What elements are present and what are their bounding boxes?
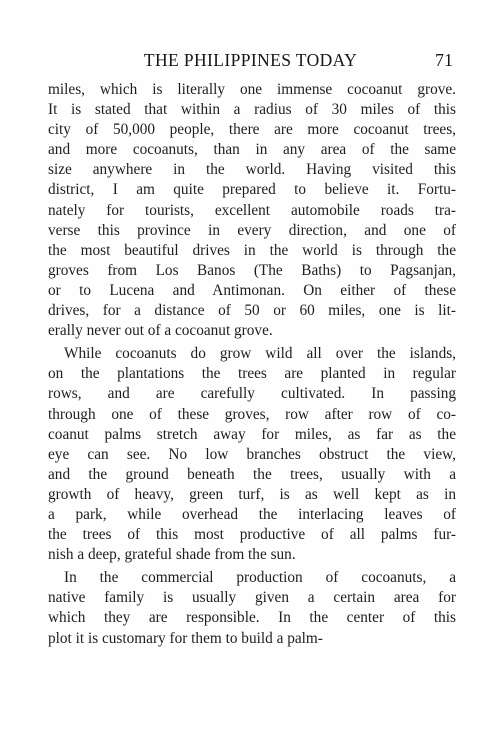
text-line: eye can see. No low branches obstruct the view,	[48, 445, 456, 463]
text-line: verse this province in every direction, and one of	[48, 221, 456, 239]
text-line: drives, for a distance of 50 or 60 miles, one is lit-	[48, 302, 456, 320]
text-line: It is stated that within a radius of 30 miles of this	[48, 101, 456, 119]
text-line: which they are responsible. In the center of this	[48, 609, 456, 627]
text-line: the trees of this most productive of all palms fur-	[48, 526, 456, 544]
text-line: erally never out of a cocoanut grove.	[48, 322, 273, 340]
text-line: plot it is customary for them to build a palm-	[48, 629, 323, 647]
text-line: growth of heavy, green turf, is as well kept as in	[48, 485, 456, 503]
text-line: rows, and are carefully cultivated. In passing	[48, 385, 456, 403]
text-line: nish a deep, grateful shade from the sun.	[48, 546, 296, 564]
page-number: 71	[435, 50, 453, 70]
text-line: size anywhere in the world. Having visited this	[48, 161, 456, 179]
text-line: and more cocoanuts, than in any area of the same	[48, 141, 456, 159]
body-text	[48, 80, 456, 649]
paragraph	[48, 80, 456, 341]
text-line: groves from Los Banos (The Baths) to Pagsanjan,	[48, 261, 456, 279]
text-line: nately for tourists, excellent automobile roads tra-	[48, 201, 456, 219]
text-line: through one of these groves, row after row of co-	[48, 405, 456, 423]
paragraph	[48, 344, 456, 565]
text-line: on the plantations the trees are planted in regular	[48, 365, 456, 383]
running-head-title: THE PHILIPPINES TODAY	[143, 50, 358, 70]
text-line: native family is usually given a certain area for	[48, 589, 456, 607]
text-line: In the commercial production of cocoanuts, a	[64, 569, 456, 587]
text-line: While cocoanuts do grow wild all over the islands,	[64, 345, 456, 363]
text-line: and the ground beneath the trees, usually with a	[48, 465, 456, 483]
text-line: district, I am quite prepared to believe it. Fortu-	[48, 181, 456, 199]
text-line: the most beautiful drives in the world is through the	[48, 241, 456, 259]
running-head	[48, 50, 453, 76]
text-line: a park, while overhead the interlacing leaves of	[48, 505, 456, 523]
paragraph	[48, 568, 456, 648]
text-line: miles, which is literally one immense cocoanut grove.	[48, 81, 456, 98]
text-line: coanut palms stretch away for miles, as far as the	[48, 425, 456, 443]
text-line: city of 50,000 people, there are more cocoanut trees,	[48, 121, 456, 139]
text-line: or to Lucena and Antimonan. On either of these	[48, 281, 456, 299]
